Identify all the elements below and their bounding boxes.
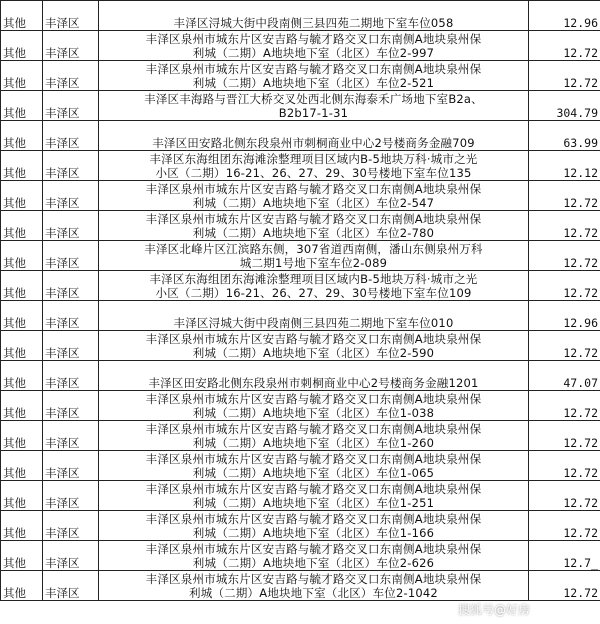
table-row bbox=[1, 421, 600, 451]
type-cell: 其他 bbox=[1, 541, 43, 571]
area-cell: 12.72 bbox=[529, 331, 600, 361]
area-cell: 12.96 bbox=[529, 301, 600, 331]
table-row bbox=[1, 571, 600, 601]
district-cell: 丰泽区 bbox=[43, 121, 99, 151]
area-cell: 304.79 bbox=[529, 91, 600, 121]
area-cell: 12.96 bbox=[529, 1, 600, 31]
area-cell: 12.72 bbox=[529, 271, 600, 301]
district-cell: 丰泽区 bbox=[43, 61, 99, 91]
district-cell: 丰泽区 bbox=[43, 391, 99, 421]
area-cell: 12.7_ bbox=[529, 541, 600, 571]
location-cell: 丰泽区浔城大街中段南侧三县四苑二期地下室车位058 bbox=[99, 1, 529, 31]
location-cell: 丰泽区东海组团东海滩涂整理项目区域内B-5地块万科·城市之光 小区（二期）16-21、26、27、29、30号楼地下室车位109 bbox=[99, 271, 529, 301]
type-cell: 其他 bbox=[1, 181, 43, 211]
table-row bbox=[1, 61, 600, 91]
district-cell: 丰泽区 bbox=[43, 571, 99, 601]
type-cell: 其他 bbox=[1, 331, 43, 361]
district-cell: 丰泽区 bbox=[43, 151, 99, 181]
type-cell: 其他 bbox=[1, 271, 43, 301]
area-cell: 12.72 bbox=[529, 211, 600, 241]
location-cell: 丰泽区泉州市城东片区安吉路与毓才路交叉口东南侧A地块泉州保 利城（二期）A地块地下室（北区）车位1-166 bbox=[99, 511, 529, 541]
district-cell: 丰泽区 bbox=[43, 211, 99, 241]
table-row bbox=[1, 241, 600, 271]
type-cell: 其他 bbox=[1, 481, 43, 511]
district-cell: 丰泽区 bbox=[43, 181, 99, 211]
district-cell: 丰泽区 bbox=[43, 331, 99, 361]
district-cell: 丰泽区 bbox=[43, 481, 99, 511]
location-cell: 丰泽区泉州市城东片区安吉路与毓才路交叉口东南侧A地块泉州保 利城（二期）A地块地下室（北区）车位1-065 bbox=[99, 451, 529, 481]
type-cell: 其他 bbox=[1, 31, 43, 61]
district-cell: 丰泽区 bbox=[43, 511, 99, 541]
location-cell: 丰泽区泉州市城东片区安吉路与毓才路交叉口东南侧A地块泉州保 利城（二期）A地块地下室（北区）车位2-521 bbox=[99, 61, 529, 91]
district-cell: 丰泽区 bbox=[43, 271, 99, 301]
watermark: 搜狐号@好房 bbox=[457, 603, 530, 617]
location-cell: 丰泽区泉州市城东片区安吉路与毓才路交叉口东南侧A地块泉州保 利城（二期）A地块地下室（北区）车位1-038 bbox=[99, 391, 529, 421]
type-cell: 其他 bbox=[1, 361, 43, 391]
area-cell: 12.72 bbox=[529, 241, 600, 271]
location-cell: 丰泽区泉州市城东片区安吉路与毓才路交叉口东南侧A地块泉州保 利城（二期）A地块地下室（北区）车位2-547 bbox=[99, 181, 529, 211]
district-cell: 丰泽区 bbox=[43, 31, 99, 61]
type-cell: 其他 bbox=[1, 241, 43, 271]
type-cell: 其他 bbox=[1, 511, 43, 541]
district-cell: 丰泽区 bbox=[43, 541, 99, 571]
table-row bbox=[1, 271, 600, 301]
table-row bbox=[1, 541, 600, 571]
district-cell: 丰泽区 bbox=[43, 301, 99, 331]
area-cell: 12.72 bbox=[529, 511, 600, 541]
district-cell: 丰泽区 bbox=[43, 241, 99, 271]
table-row bbox=[1, 121, 600, 151]
type-cell: 其他 bbox=[1, 151, 43, 181]
type-cell: 其他 bbox=[1, 451, 43, 481]
table-row bbox=[1, 391, 600, 421]
table-row bbox=[1, 1, 600, 31]
type-cell: 其他 bbox=[1, 91, 43, 121]
area-cell: 12.72 bbox=[529, 481, 600, 511]
table-row bbox=[1, 211, 600, 241]
type-cell: 其他 bbox=[1, 211, 43, 241]
location-cell: 丰泽区泉州市城东片区安吉路与毓才路交叉口东南侧A地块泉州保 利城（二期）A地块地下室（北区）车位2-780 bbox=[99, 211, 529, 241]
location-cell: 丰泽区东海组团东海滩涂整理项目区域内B-5地块万科·城市之光 小区（二期）16-21、26、27、29、30号楼地下室车位135 bbox=[99, 151, 529, 181]
type-cell: 其他 bbox=[1, 61, 43, 91]
type-cell: 其他 bbox=[1, 421, 43, 451]
area-cell: 12.72 bbox=[529, 31, 600, 61]
location-cell: 丰泽区泉州市城东片区安吉路与毓才路交叉口东南侧A地块泉州保 利城（二期）A地块地下室（北区）车位2-626 bbox=[99, 541, 529, 571]
area-cell: 12.12 bbox=[529, 151, 600, 181]
table-row bbox=[1, 331, 600, 361]
location-cell: 丰泽区丰海路与晋江大桥交叉处西北侧东海泰禾广场地下室B2a、 B2b17-1-31 bbox=[99, 91, 529, 121]
location-cell: 丰泽区浔城大街中段南侧三县四苑二期地下室车位010 bbox=[99, 301, 529, 331]
location-cell: 丰泽区泉州市城东片区安吉路与毓才路交叉口东南侧A地块泉州保 利城（二期）A地块地下室（北区）车位2-997 bbox=[99, 31, 529, 61]
table-row bbox=[1, 31, 600, 61]
area-cell: 47.07 bbox=[529, 361, 600, 391]
location-cell: 丰泽区泉州市城东片区安吉路与毓才路交叉口东南侧A地块泉州保 利城（二期）A地块地下室（北区）车位2-590 bbox=[99, 331, 529, 361]
table-row bbox=[1, 91, 600, 121]
location-cell: 丰泽区田安路北侧东段泉州市刺桐商业中心2号楼商务金融709 bbox=[99, 121, 529, 151]
type-cell: 其他 bbox=[1, 121, 43, 151]
table-row bbox=[1, 361, 600, 391]
district-cell: 丰泽区 bbox=[43, 451, 99, 481]
location-cell: 丰泽区北峰片区江滨路东侧，307省道西南侧，潘山东侧泉州万科 城二期1号地下室车位2-089 bbox=[99, 241, 529, 271]
table-row bbox=[1, 151, 600, 181]
area-cell: 12.72 bbox=[529, 421, 600, 451]
type-cell: 其他 bbox=[1, 391, 43, 421]
table-row bbox=[1, 301, 600, 331]
area-cell: 12.72 bbox=[529, 391, 600, 421]
location-cell: 丰泽区田安路北侧东段泉州市刺桐商业中心2号楼商务金融1201 bbox=[99, 361, 529, 391]
location-cell: 丰泽区泉州市城东片区安吉路与毓才路交叉口东南侧A地块泉州保 利城（二期）A地块地下室（北区）车位2-1042 bbox=[99, 571, 529, 601]
table-row bbox=[1, 181, 600, 211]
district-cell: 丰泽区 bbox=[43, 1, 99, 31]
type-cell: 其他 bbox=[1, 301, 43, 331]
district-cell: 丰泽区 bbox=[43, 91, 99, 121]
area-cell: 12.72 bbox=[529, 451, 600, 481]
table-row bbox=[1, 511, 600, 541]
area-cell: 12.72 bbox=[529, 571, 600, 601]
table-row bbox=[1, 451, 600, 481]
location-cell: 丰泽区泉州市城东片区安吉路与毓才路交叉口东南侧A地块泉州保 利城（二期）A地块地下室（北区）车位1-260 bbox=[99, 421, 529, 451]
district-cell: 丰泽区 bbox=[43, 421, 99, 451]
type-cell: 其他 bbox=[1, 1, 43, 31]
district-cell: 丰泽区 bbox=[43, 361, 99, 391]
table-row bbox=[1, 481, 600, 511]
type-cell: 其他 bbox=[1, 571, 43, 601]
table-body bbox=[1, 1, 600, 601]
area-cell: 12.72 bbox=[529, 61, 600, 91]
location-cell: 丰泽区泉州市城东片区安吉路与毓才路交叉口东南侧A地块泉州保 利城（二期）A地块地下室（北区）车位1-251 bbox=[99, 481, 529, 511]
area-cell: 12.72 bbox=[529, 181, 600, 211]
area-cell: 63.99 bbox=[529, 121, 600, 151]
